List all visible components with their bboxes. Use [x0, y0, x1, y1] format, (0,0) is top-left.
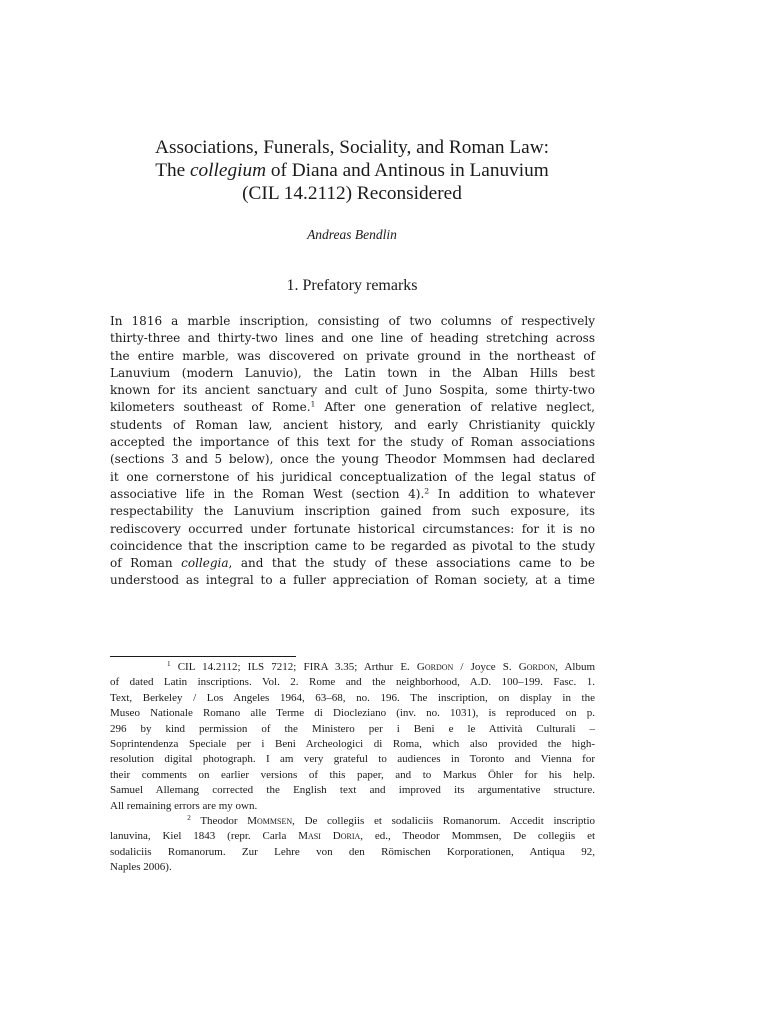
- footnote-line: $^1$ CIL 14.2112; ILS 7212; FIRA 3.35; Arthur E. Gordon / Joyce S. Gordon, Album: [167, 660, 595, 673]
- italic-term: collegia: [181, 556, 229, 571]
- body-line: of Roman collegia, and that the study of these associations came to be: [110, 556, 595, 571]
- footnote-line: All remaining errors are my own.: [110, 799, 258, 812]
- body-line: known for its ancient sanctuary and cult of Juno Sospita, some thirty-two: [110, 383, 595, 398]
- body-line: coincidence that the inscription came to be regarded as pivotal to the study: [110, 538, 595, 553]
- title-italic-term: collegium: [189, 160, 267, 181]
- body-line: (sections 3 and 5 below), once the young Theodor Mommsen had declared: [110, 452, 595, 467]
- body-line: In 1816 a marble inscription, consisting of two columns of respectively: [110, 314, 595, 328]
- footnote-line: $^2$ Theodor Mommsen, De collegiis et sodaliciis Romanorum. Accedit inscriptio: [187, 814, 595, 828]
- author-name: Andreas Bendlin: [307, 227, 397, 242]
- title-line-1: Associations, Funerals, Sociality, and Roman Law:: [155, 137, 549, 158]
- footnote-line: their comments on earlier versions of this paper, and to Markus Öhler for his help.: [110, 768, 595, 781]
- footnote-line: Museo Nationale Romano alle Terme di Diocleziano (inv. no. 1031), is reproduced on p.: [110, 707, 595, 720]
- article-title: [110, 136, 594, 205]
- footnote-1: [110, 660, 595, 814]
- footnote-separator: [110, 656, 296, 657]
- body-line: it one cornerstone of his juridical conceptualization of the legal status of: [110, 469, 595, 484]
- footnote-line: Samuel Allemang corrected the English text and improved its argumentative structure.: [110, 784, 595, 797]
- footnote-ref-1[interactable]: 1: [310, 400, 316, 410]
- footnotes: [110, 660, 595, 876]
- body-line: thirty-three and thirty-two lines and one line of heading stretching across: [110, 331, 595, 346]
- footnote-number-1: 1: [167, 660, 171, 669]
- body-line: associative life in the Roman West (section 4).$^2$ In addition to whatever: [110, 486, 596, 501]
- body-line: the entire marble, was discovered on private ground in the northeast of: [110, 348, 595, 363]
- footnote-line: sodaliciis Romanorum. Zur Lehre von den Römischen Korporationen, Antiqua 92,: [110, 845, 595, 858]
- body-line: accepted the importance of this text for the study of Roman associations: [110, 435, 595, 450]
- body-line: understood as integral to a fuller appreciation of Roman society, at a time: [110, 573, 595, 588]
- footnote-line: Soprintendenza Speciale per i Beni Archeologici di Roma, which also provided the high-: [110, 738, 595, 751]
- footnote-number-2: 2: [187, 814, 191, 823]
- footnote-ref-2[interactable]: 2: [424, 486, 430, 496]
- footnote-line: Text, Berkeley / Los Angeles 1964, 63–68, no. 196. The inscription, on display in the: [110, 691, 595, 704]
- body-line: students of Roman law, ancient history, and early Christianity quickly: [110, 417, 595, 432]
- title-line-2: The collegium of Diana and Antinous in Lanuvium: [155, 160, 549, 181]
- footnote-line: of dated Latin inscriptions. Vol. 2. Rome and the neighborhood, A.D. 100–199. Fasc. 1.: [110, 676, 595, 689]
- footnote-line: resolution digital photograph. I am very grateful to audiences in Toronto and Vienna for: [110, 753, 595, 766]
- title-line-3: (CIL 14.2112) Reconsidered: [242, 183, 462, 204]
- body-line: respectability the Lanuvium inscription gained from such exposure, its: [110, 504, 595, 519]
- body-line: kilometers southeast of Rome.$^1$ After one generation of relative neglect,: [110, 400, 595, 415]
- footnote-line: 296 by kind permission of the Ministero per i Beni e le Attività Culturali –: [110, 722, 595, 735]
- body-line: Lanuvium (modern Lanuvio), the Latin town in the Alban Hills best: [110, 365, 595, 380]
- body-line: rediscovery occurred under fortunate historical circumstances: for it is no: [110, 521, 595, 536]
- body-paragraph: [110, 313, 595, 590]
- footnote-2: [110, 814, 595, 876]
- section-heading: 1. Prefatory remarks: [286, 277, 418, 294]
- footnote-line: Naples 2006).: [110, 861, 172, 874]
- footnote-line: lanuvina, Kiel 1843 (repr. Carla Masi Doria, ed., Theodor Mommsen, De collegiis et: [110, 830, 596, 843]
